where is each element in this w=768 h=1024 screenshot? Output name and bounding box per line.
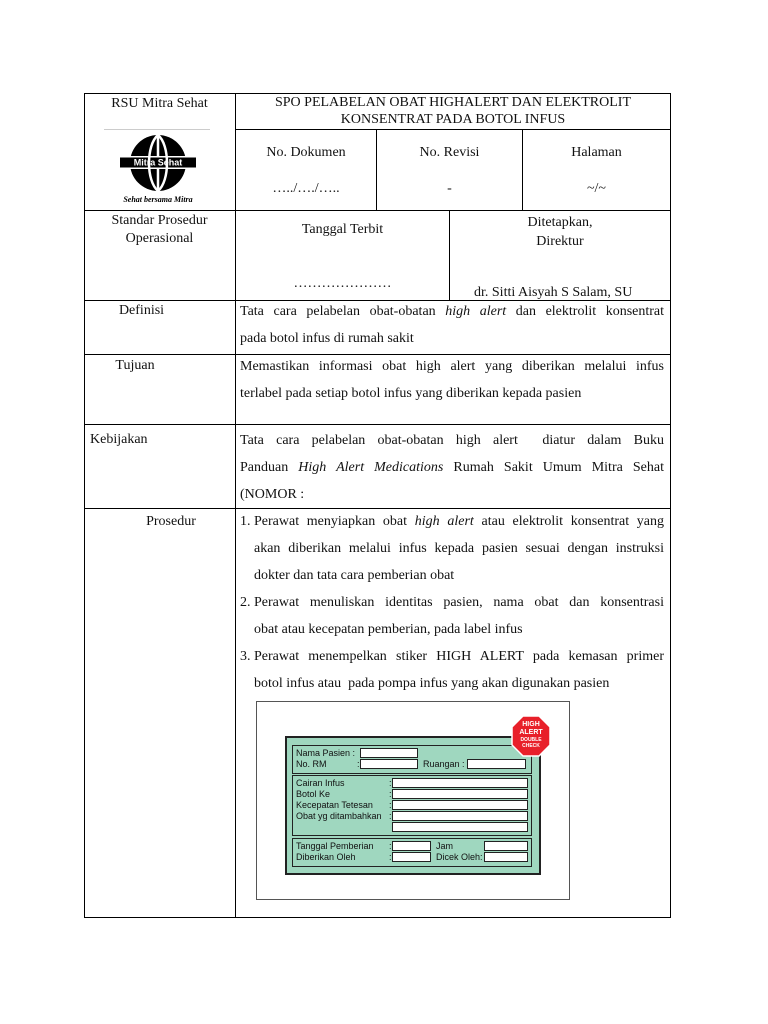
kebijakan-text: Tata cara pelabelan obat-obatan high alert diatur dalam Buku Panduan High Alert Medications Rumah Sakit Umum Mitra Sehat (NOMOR :: [240, 433, 664, 502]
hospital-logo: [108, 131, 208, 207]
approval-block: Ditetapkan, Direktur: [527, 215, 593, 249]
nama-pasien-field: [360, 748, 418, 758]
hospital-name: RSU Mitra Sehat: [111, 96, 208, 111]
no-rm-label: No. RM: [296, 759, 327, 769]
ruangan-label: Ruangan :: [423, 759, 465, 769]
revision-value: -: [447, 181, 452, 196]
prosedur-steps: [240, 508, 664, 697]
step-2: 2. Perawat menuliskan identitas pasien, nama obat dan konsentrasi obat atau kecepatan pemberian, pada label infus: [240, 595, 664, 637]
page-value: ~/~: [586, 181, 607, 196]
jam-field: [484, 841, 528, 851]
doc-number-label: No. Dokumen: [266, 145, 346, 160]
tanggal-field: [392, 841, 431, 851]
kebijakan-label: Kebijakan: [90, 432, 148, 447]
diberikan-field: [392, 852, 431, 862]
svg-text:CHECK: CHECK: [522, 743, 540, 749]
svg-text:HIGH: HIGH: [522, 721, 540, 728]
page-label: Halaman: [571, 145, 622, 160]
cairan-infus-label: Cairan Infus: [296, 778, 345, 788]
jam-label: Jam: [436, 841, 454, 851]
dicek-field: [484, 852, 528, 862]
kecepatan-label: Kecepatan Tetesan: [296, 800, 373, 810]
svg-text:ALERT: ALERT: [519, 729, 543, 736]
dicek-label: Dicek Oleh:: [436, 852, 483, 862]
prosedur-label: Prosedur: [146, 514, 196, 529]
revision-label: No. Revisi: [419, 145, 480, 160]
step-3: 3. Perawat menempelkan stiker HIGH ALERT pada kemasan primer botol infus atau pada pompa infus yang akan digunakan pasien: [240, 649, 664, 691]
logo-tagline: Sehat bersama Mitra: [123, 195, 193, 204]
botol-ke-label: Botol Ke: [296, 789, 331, 799]
globe-logo-icon: [108, 131, 208, 207]
obat-field-1: [392, 811, 528, 821]
tujuan-text: Memastikan informasi obat high alert yang diberikan melalui infus terlabel pada setiap botol infus yang diberikan kepada pasien: [240, 359, 664, 401]
definisi-text: Tata cara pelabelan obat-obatan high alert dan elektrolit konsentrat pada botol infus di rumah sakit: [240, 304, 665, 346]
title-line-1: SPO PELABELAN OBAT HIGHALERT DAN ELEKTROLIT: [274, 95, 631, 110]
high-alert-badge: [511, 715, 551, 757]
director-name: dr. Sitti Aisyah S Salam, SU: [474, 285, 633, 300]
octagon-alert-icon: [511, 715, 551, 757]
tujuan-label: Tujuan: [115, 358, 155, 373]
kecepatan-field: [392, 800, 528, 810]
document-title: [236, 94, 670, 128]
issue-date-value: …………………: [293, 276, 392, 291]
nama-pasien-label: Nama Pasien :: [296, 748, 356, 758]
tanggal-label: Tanggal Pemberian: [296, 841, 374, 851]
ruangan-field: [467, 759, 526, 769]
botol-ke-field: [392, 789, 528, 799]
title-line-2: KONSENTRAT PADA BOTOL INFUS: [340, 112, 566, 127]
spo-label: Standar Prosedur Operasional: [111, 213, 208, 246]
obat-field-2: [392, 822, 528, 832]
cairan-infus-field: [392, 778, 528, 788]
logo-name: Mitra Sehat: [133, 157, 183, 168]
definisi-label: Definisi: [118, 303, 165, 318]
doc-number-value: …../…./…..: [272, 181, 340, 196]
obat-label: Obat yg ditambahkan: [296, 811, 382, 821]
svg-text:DOUBLE: DOUBLE: [520, 737, 542, 743]
step-1: 1. Perawat menyiapkan obat high alert atau elektrolit konsentrat yang akan diberikan melalui infus kepada pasien sesuai dengan instruksi dokter dan tata cara pemberian obat: [240, 514, 665, 583]
diberikan-label: Diberikan Oleh: [296, 852, 356, 862]
no-rm-field: [360, 759, 418, 769]
infus-label: Nama Pasien : No. RM : Ruangan : Cairan Infus Botol Ke Kecepatan Tetesan Obat yg ditambahkan : : : : Tanggal Pemberian : Diberikan Oleh : Jam Dicek Oleh:: [285, 736, 541, 875]
issue-date-label: Tanggal Terbit: [301, 222, 384, 237]
